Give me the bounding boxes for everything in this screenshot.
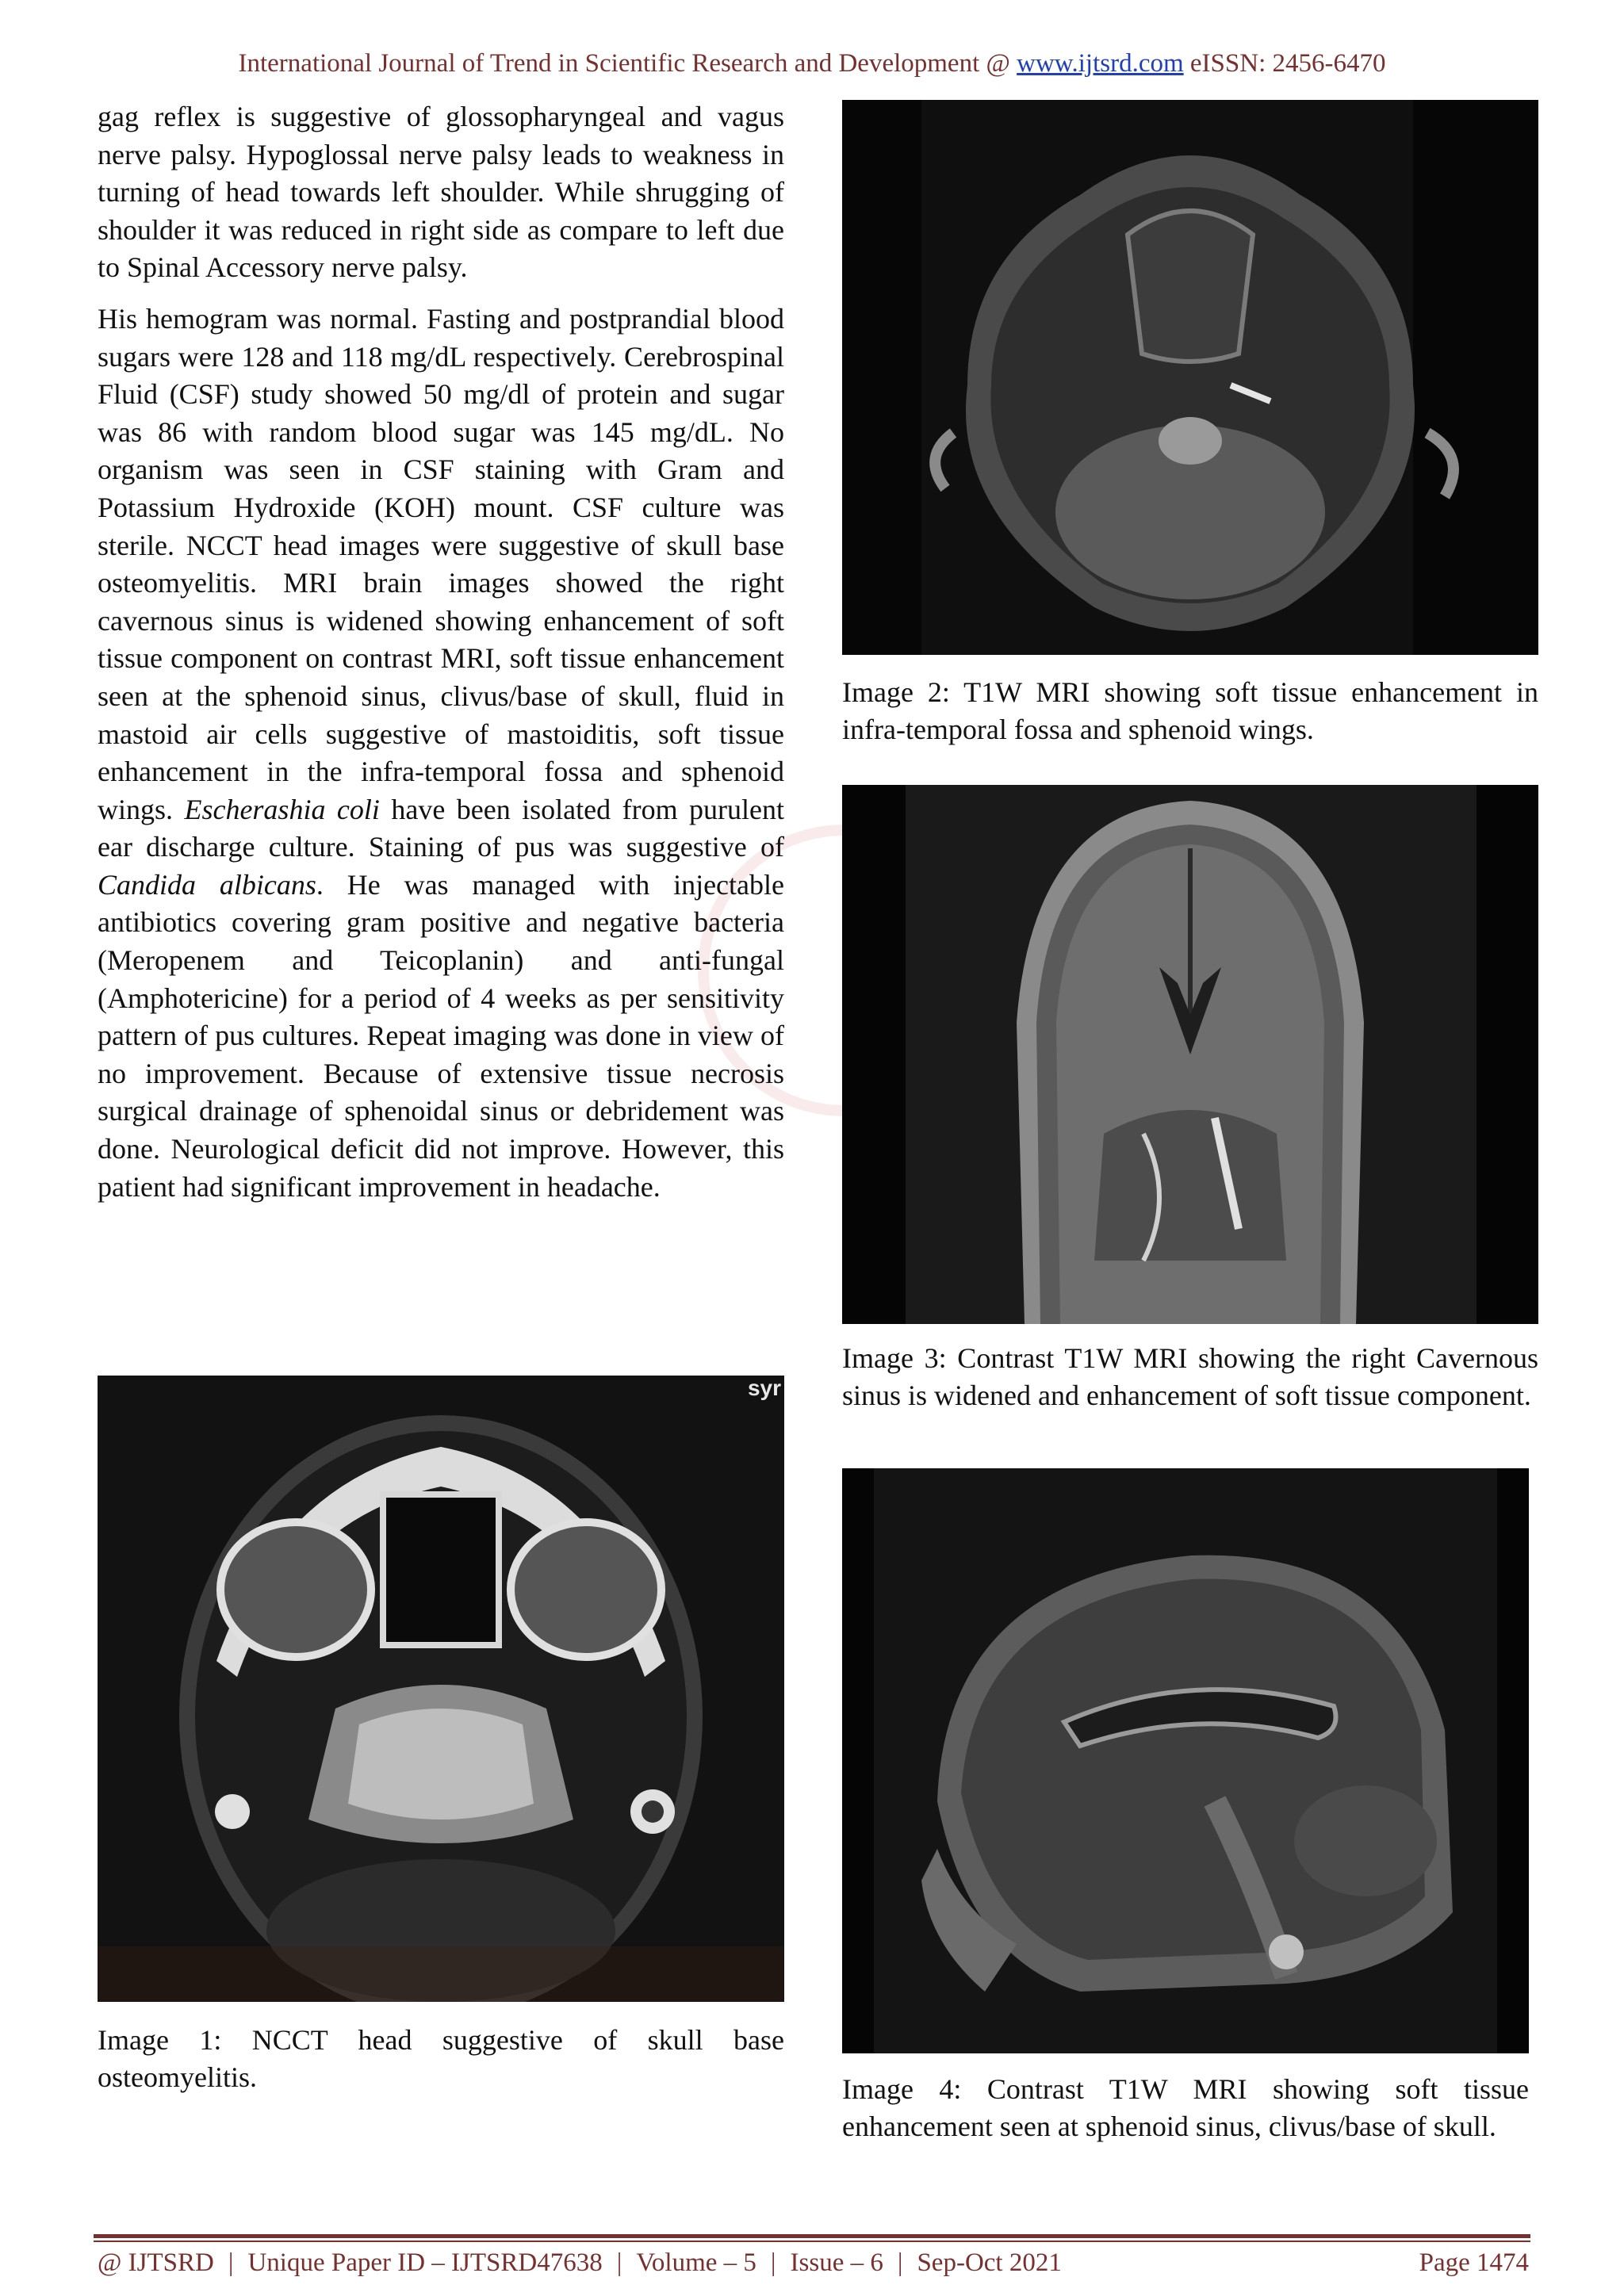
running-header <box>0 49 1624 78</box>
footer-rule-thin <box>94 2241 1530 2242</box>
ncct-scan-graphic <box>98 1376 784 2002</box>
body-paragraph-1: gag reflex is suggestive of glossopharyngeal and vagus nerve palsy. Hypoglossal nerve palsy leads to weakness in turning of head towards left shoulder. While shrugging of shoulder it was reduced in right side as compare to left due to Spinal Accessory nerve palsy. <box>98 101 784 284</box>
image-2-caption: Image 2: T1W MRI showing soft tissue enhancement in infra-temporal fossa and sphenoid wings. <box>842 676 1538 745</box>
footer-meta: @ IJTSRD | Unique Paper ID – IJTSRD47638 | Volume – 5 | Issue – 6 | Sep-Oct 2021 <box>98 2248 1062 2277</box>
issn-text: eISSN: 2456-6470 <box>1189 49 1386 78</box>
running-footer <box>98 2248 1529 2278</box>
image-2-t1w-mri <box>842 100 1538 655</box>
axial-mri-graphic <box>842 100 1538 655</box>
footer-page-number: Page 1474 <box>1419 2248 1529 2277</box>
image-3-contrast-t1w-mri <box>842 785 1538 1324</box>
image-4-contrast-t1w-mri-sagittal <box>842 1468 1529 2053</box>
footer-date: Sep-Oct 2021 <box>917 2248 1062 2277</box>
left-column-body <box>98 98 784 1206</box>
footer-copyright: @ IJTSRD <box>98 2248 214 2277</box>
footer-rule-thick <box>94 2234 1530 2238</box>
footer-issue: Issue – 6 <box>790 2248 883 2277</box>
coronal-mri-graphic <box>842 785 1538 1324</box>
organism-name-ecoli: Escherashia coli <box>184 793 380 825</box>
scan-corner-label: syr <box>747 1376 781 1400</box>
image-3-caption: Image 3: Contrast T1W MRI showing the right Cavernous sinus is widened and enhancement of soft tissue component. <box>842 1342 1538 1411</box>
journal-name: International Journal of Trend in Scientific Research and Development @ <box>238 49 1010 78</box>
image-4-caption: Image 4: Contrast T1W MRI showing soft tissue enhancement seen at sphenoid sinus, clivus/base of skull. <box>842 2073 1529 2142</box>
journal-url-link[interactable]: www.ijtsrd.com <box>1017 49 1184 78</box>
body-paragraph-2: His hemogram was normal. Fasting and postprandial blood sugars were 128 and 118 mg/dL respectively. Cerebrospinal Fluid (CSF) study showed 50 mg/dl of protein and sugar was 86 with random blood sugar was 145 mg/dL. No organism was seen in CSF staining with Gram and Potassium Hydroxide (KOH) mount. CSF culture was sterile. NCCT head images were suggestive of skull base osteomyelitis. MRI brain images showed the right cavernous sinus is widened showing enhancement of soft tissue component on contrast MRI, soft tissue enhancement seen at the sphenoid sinus, clivus/base of skull, fluid in mastoid air cells suggestive of mastoiditis, soft tissue enhancement in the infra-temporal fossa and sphenoid wings. Escherashia coli have been isolated from purulent ear discharge culture. Staining of pus was suggestive of Candida albicans. He was managed with injectable antibiotics covering gram positive and negative bacteria (Meropenem and Teicoplanin) and anti-fungal (Amphotericine) for a period of 4 weeks as per sensitivity pattern of pus cultures. Repeat imaging was done in view of no improvement. Because of extensive tissue necrosis surgical drainage of sphenoidal sinus or debridement was done. Neurological deficit did not improve. However, this patient had significant improvement in headache. <box>98 302 784 1203</box>
sagittal-mri-graphic <box>842 1468 1529 2053</box>
image-1-ncct-head <box>98 1376 784 2002</box>
footer-paper-id: Unique Paper ID – IJTSRD47638 <box>247 2248 603 2277</box>
image-1-caption: Image 1: NCCT head suggestive of skull base osteomyelitis. <box>98 2024 784 2093</box>
organism-name-candida: Candida albicans <box>98 868 316 901</box>
footer-volume: Volume – 5 <box>636 2248 756 2277</box>
